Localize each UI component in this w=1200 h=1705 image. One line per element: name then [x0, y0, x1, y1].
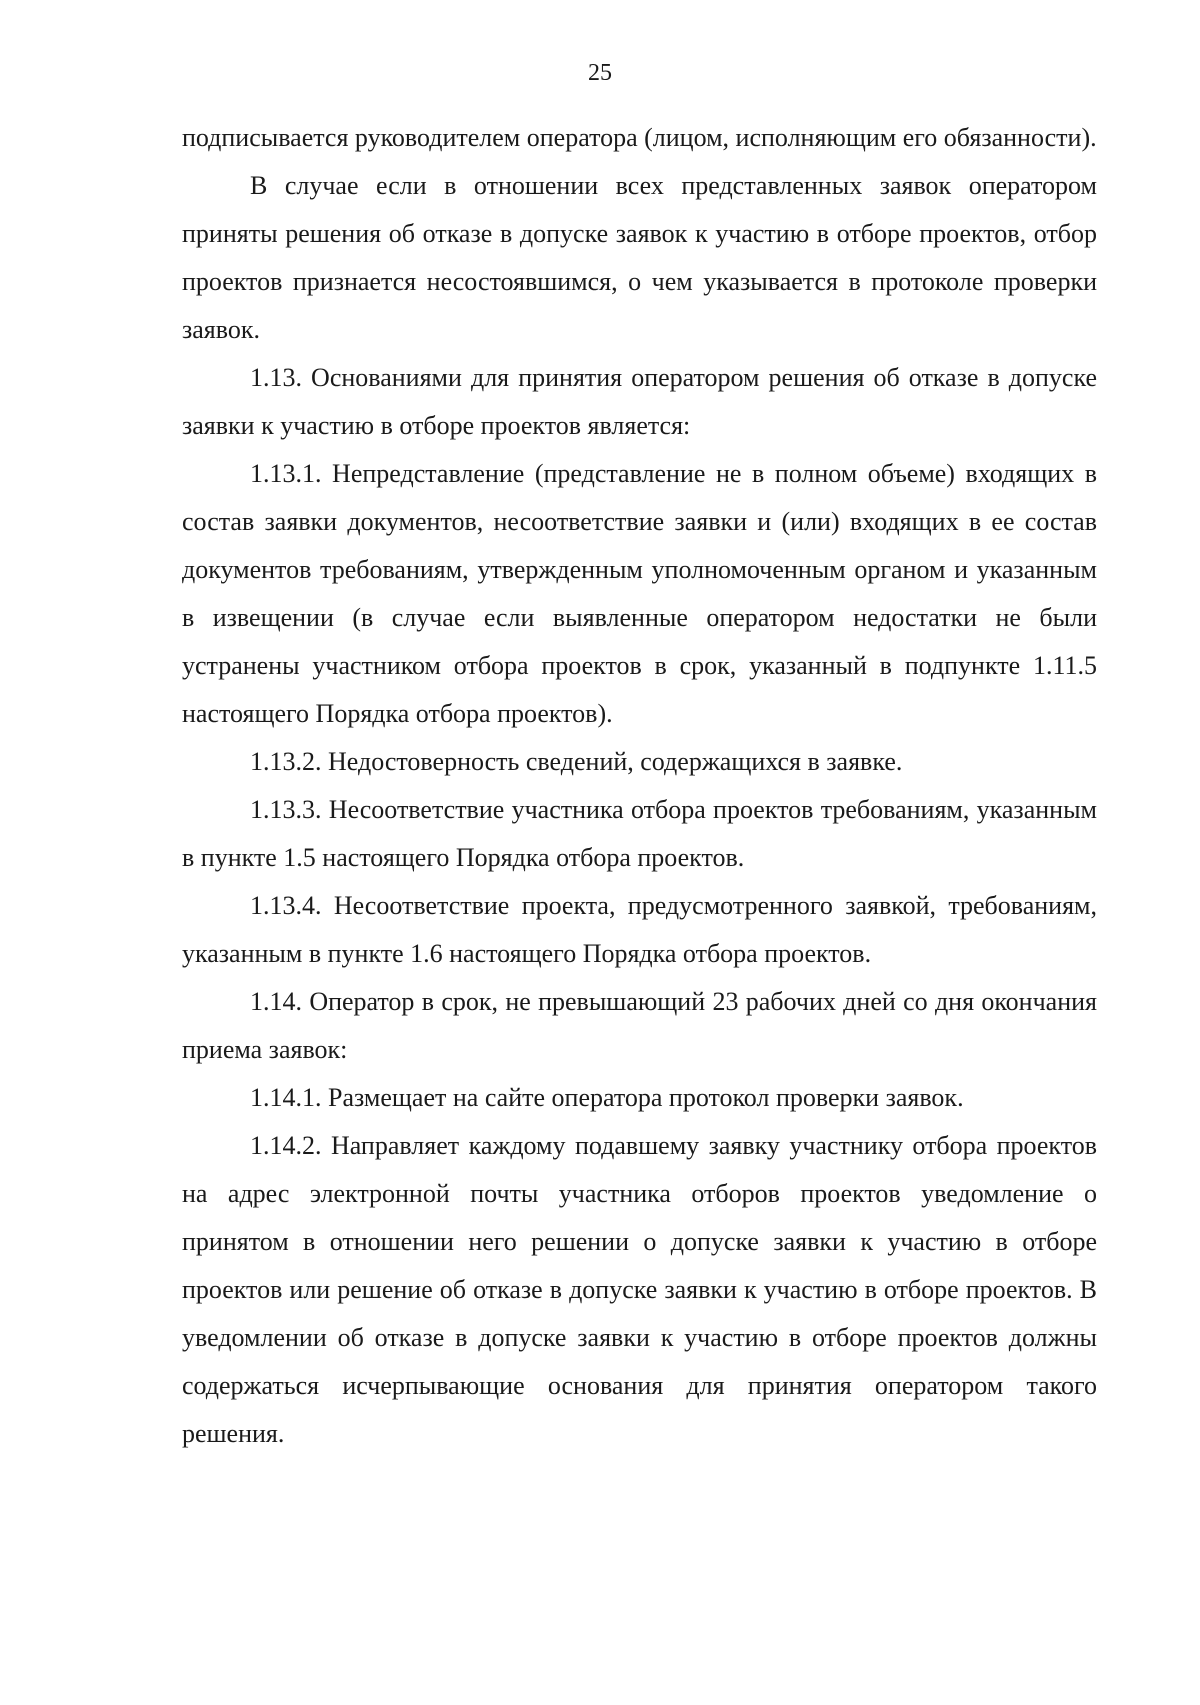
paragraph-1-13: 1.13. Основаниями для принятия оператором решения об отказе в допуске заявки к участию в отборе проектов является:	[182, 363, 1097, 440]
paragraph-1-13-3: 1.13.3. Несоответствие участника отбора проектов требованиям, указанным в пункте 1.5 настоящего Порядка отбора проектов.	[182, 795, 1097, 872]
document-body	[182, 114, 1097, 1458]
paragraph-1-13-2: 1.13.2. Недостоверность сведений, содержащихся в заявке.	[250, 747, 903, 776]
paragraph-1-13-4: 1.13.4. Несоответствие проекта, предусмотренного заявкой, требованиям, указанным в пункте 1.6 настоящего Порядка отбора проектов.	[182, 891, 1097, 968]
paragraph-no-applications-admitted: В случае если в отношении всех представленных заявок оператором приняты решения об отказе в допуске заявок к участию в отборе проектов, отбор проектов признается несостоявшимся, о чем указывается в протоколе проверки заявок.	[182, 171, 1097, 344]
page-number: 25	[588, 60, 612, 86]
paragraph-1-14-2: 1.14.2. Направляет каждому подавшему заявку участнику отбора проектов на адрес электронной почты участника отборов проектов уведомление о принятом в отношении него решении о допуске заявки к участию в отборе проектов или решение об отказе в допуске заявки к участию в отборе проектов. В уведомлении об отказе в допуске заявки к участию в отборе проектов должны содержаться исчерпывающие основания для принятия оператором такого решения.	[182, 1131, 1097, 1448]
paragraph-1-14: 1.14. Оператор в срок, не превышающий 23 рабочих дней со дня окончания приема заявок:	[182, 987, 1097, 1064]
paragraph-continuation: подписывается руководителем оператора (лицом, исполняющим его обязанности).	[182, 123, 1097, 152]
paragraph-1-13-1: 1.13.1. Непредставление (представление не в полном объеме) входящих в состав заявки документов, несоответствие заявки и (или) входящих в ее состав документов требованиям, утвержденным уполномоченным органом и указанным в извещении (в случае если выявленные оператором недостатки не были устранены участником отбора проектов в срок, указанный в подпункте 1.11.5 настоящего Порядка отбора проектов).	[182, 459, 1097, 728]
paragraph-1-14-1: 1.14.1. Размещает на сайте оператора протокол проверки заявок.	[250, 1083, 964, 1112]
